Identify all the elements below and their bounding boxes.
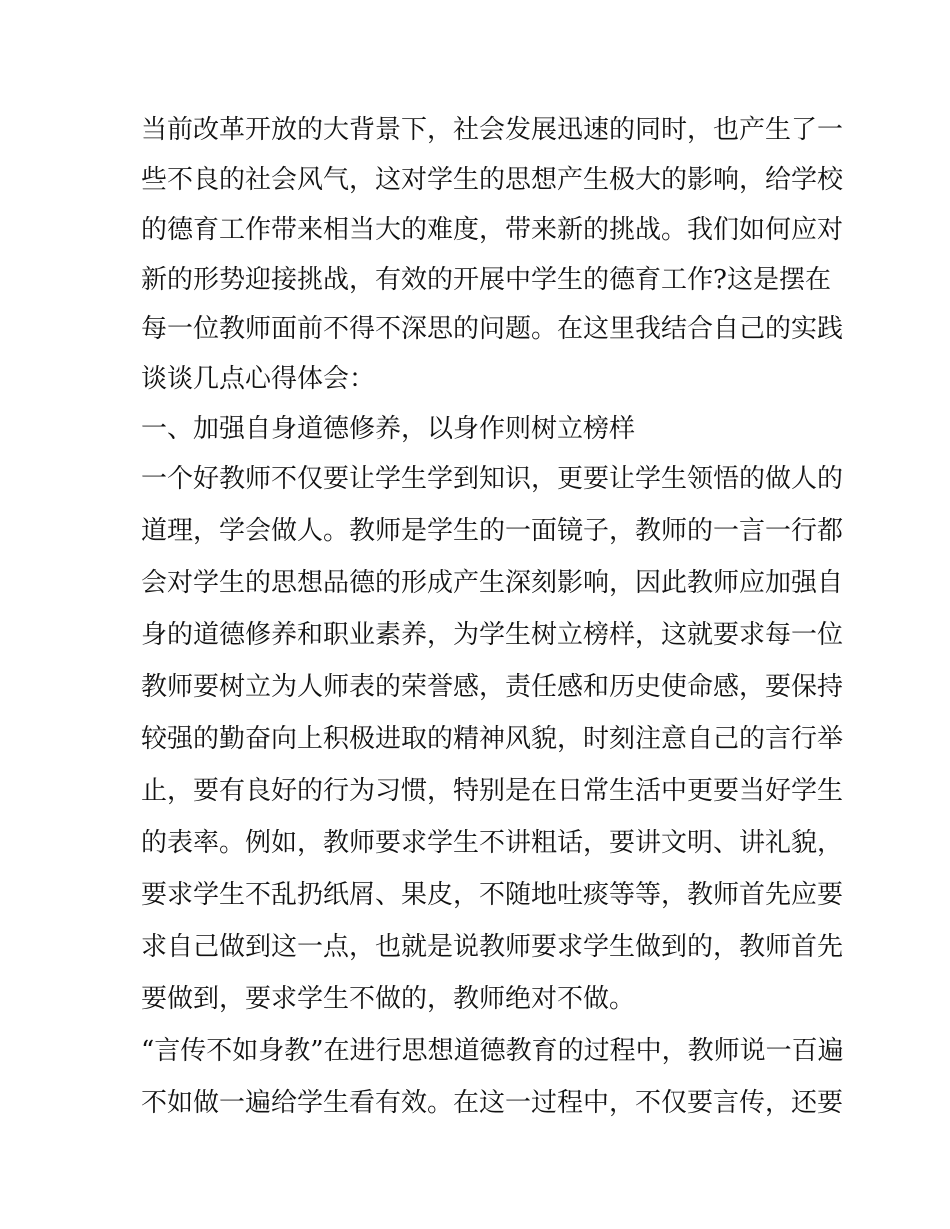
paragraph-line: 每一位教师面前不得不深思的问题。在这里我结合自己的实践 — [141, 314, 844, 344]
paragraph-line: 当前改革开放的大背景下，社会发展迅速的同时，也产生了一 — [141, 115, 844, 145]
paragraph-line: 新的形势迎接挑战，有效的开展中学生的德育工作?这是摆在 — [141, 265, 831, 295]
paragraph-line: 的德育工作带来相当大的难度，带来新的挑战。我们如何应对 — [141, 215, 844, 245]
paragraph-line: 要求学生不乱扔纸屑、果皮，不随地吐痰等等，教师首先应要 — [141, 880, 844, 910]
section-heading: 一、加强自身道德修养，以身作则树立榜样 — [141, 414, 636, 444]
paragraph-line: 些不良的社会风气，这对学生的思想产生极大的影响，给学校 — [141, 165, 844, 195]
paragraph-line: 较强的勤奋向上积极进取的精神风貌，时刻注意自己的言行举 — [141, 724, 844, 754]
paragraph-line: 不如做一遍给学生看有效。在这一过程中，不仅要言传，还要 — [141, 1088, 844, 1118]
paragraph-line: 止，要有良好的行为习惯，特别是在日常生活中更要当好学生 — [141, 776, 844, 806]
paragraph-line: 教师要树立为人师表的荣誉感，责任感和历史使命感，要保持 — [141, 672, 844, 702]
paragraph-line: 谈谈几点心得体会： — [141, 364, 376, 394]
paragraph-line: “言传不如身教”在进行思想道德教育的过程中，教师说一百遍 — [141, 1036, 844, 1066]
paragraph-line: 道理，学会做人。教师是学生的一面镜子，教师的一言一行都 — [141, 516, 844, 546]
paragraph-line: 求自己做到这一点，也就是说教师要求学生做到的，教师首先 — [141, 932, 844, 962]
paragraph-line: 身的道德修养和职业素养，为学生树立榜样，这就要求每一位 — [141, 620, 844, 650]
paragraph-line: 要做到，要求学生不做的，教师绝对不做。 — [141, 984, 636, 1014]
paragraph-line: 一个好教师不仅要让学生学到知识，更要让学生领悟的做人的 — [141, 464, 844, 494]
paragraph-line: 的表率。例如，教师要求学生不讲粗话，要讲文明、讲礼貌， — [141, 828, 844, 858]
paragraph-line: 会对学生的思想品德的形成产生深刻影响，因此教师应加强自 — [141, 568, 844, 598]
